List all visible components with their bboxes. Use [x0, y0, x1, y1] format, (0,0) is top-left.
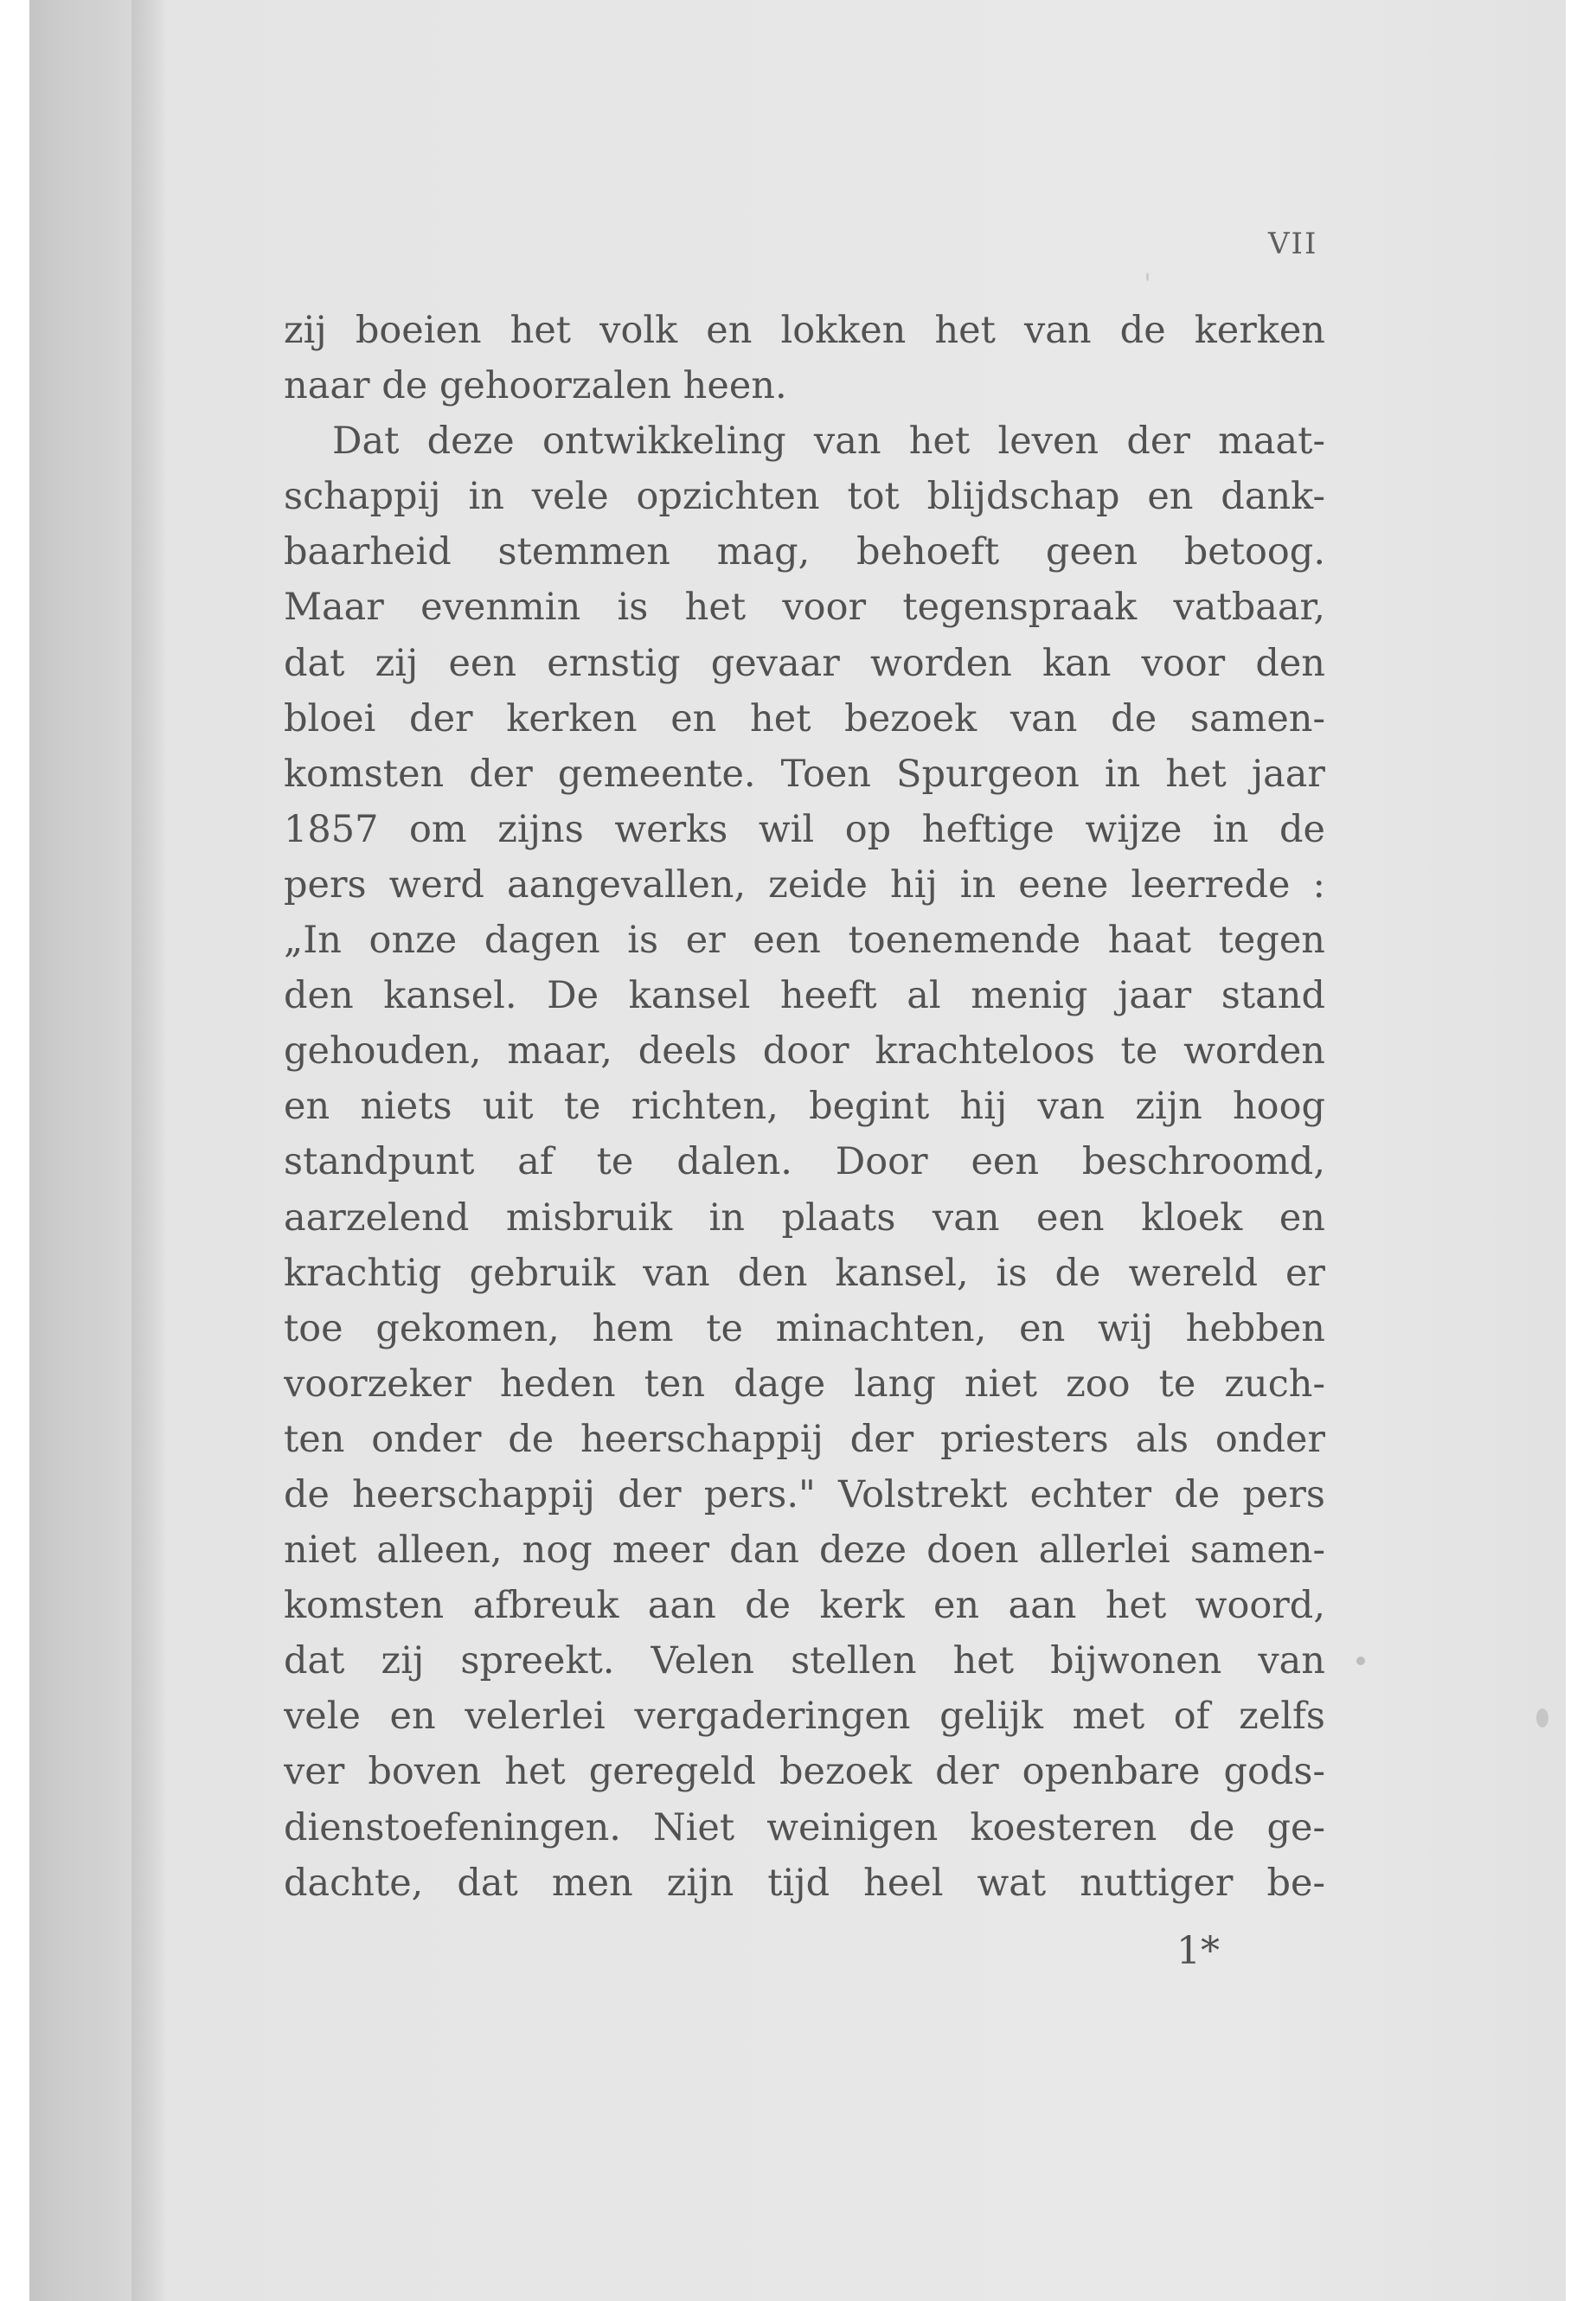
- text-line: ver boven het geregeld bezoek der openbare gods-: [284, 1750, 1325, 1794]
- text-line: komsten afbreuk aan de kerk en aan het woord,: [284, 1584, 1325, 1628]
- text-line: komsten der gemeente. Toen Spurgeon in het jaar: [284, 752, 1325, 796]
- text-line: baarheid stemmen mag, behoeft geen betoog.: [284, 530, 1325, 574]
- gutter-shadow: [131, 0, 166, 2301]
- text-line: den kansel. De kansel heeft al menig jaar stand: [284, 974, 1325, 1018]
- text-line: krachtig gebruik van den kansel, is de wereld er: [284, 1251, 1325, 1295]
- text-line: aarzelend misbruik in plaats van een kloek en: [284, 1195, 1325, 1240]
- paper-speck: [1146, 272, 1149, 281]
- signature-mark: 1*: [1176, 1929, 1220, 1973]
- text-line: voorzeker heden ten dage lang niet zoo te zuch-: [284, 1362, 1325, 1406]
- text-line: de heerschappij der pers." Volstrekt echter de pers: [284, 1472, 1325, 1516]
- paper-speck: [1536, 1708, 1548, 1727]
- text-line: Maar evenmin is het voor tegenspraak vatbaar,: [284, 586, 1325, 630]
- text-line: schappij in vele opzichten tot blijdschap en dank-: [284, 475, 1325, 519]
- text-line: ten onder de heerschappij der priesters als onder: [284, 1417, 1325, 1461]
- text-line: toe gekomen, hem te minachten, en wij hebben: [284, 1306, 1325, 1350]
- text-line: Dat deze ontwikkeling van het leven der maat-: [332, 420, 1325, 464]
- text-line: niet alleen, nog meer dan deze doen allerlei samen-: [284, 1529, 1325, 1573]
- text-line: naar de gehoorzalen heen.: [284, 364, 787, 408]
- text-line: en niets uit te richten, begint hij van zijn hoog: [284, 1085, 1325, 1129]
- paper-speck: [1356, 1657, 1365, 1665]
- text-line: „In onze dagen is er een toenemende haat tegen: [284, 919, 1325, 963]
- text-line: 1857 om zijns werks wil op heftige wijze in de: [284, 807, 1325, 851]
- text-line: standpunt af te dalen. Door een beschroomd,: [284, 1140, 1325, 1184]
- page-number: VII: [1268, 227, 1318, 261]
- text-line: zij boeien het volk en lokken het van de kerken: [284, 309, 1325, 352]
- text-line: bloei der kerken en het bezoek van de samen-: [284, 696, 1325, 740]
- text-line: dat zij spreekt. Velen stellen het bijwonen van: [284, 1639, 1325, 1683]
- text-line: vele en velerlei vergaderingen gelijk met of zelfs: [284, 1695, 1325, 1739]
- body-text: [284, 303, 1325, 1911]
- text-line: pers werd aangevallen, zeide hij in eene leerrede :: [284, 862, 1325, 907]
- text-line: gehouden, maar, deels door krachteloos te worden: [284, 1029, 1325, 1074]
- text-line: dat zij een ernstig gevaar worden kan voor den: [284, 641, 1325, 685]
- binding-gutter: [29, 0, 131, 2301]
- text-line: dachte, dat men zijn tijd heel wat nuttiger be-: [284, 1861, 1325, 1905]
- text-line: dienstoefeningen. Niet weinigen koesteren de ge-: [284, 1805, 1325, 1849]
